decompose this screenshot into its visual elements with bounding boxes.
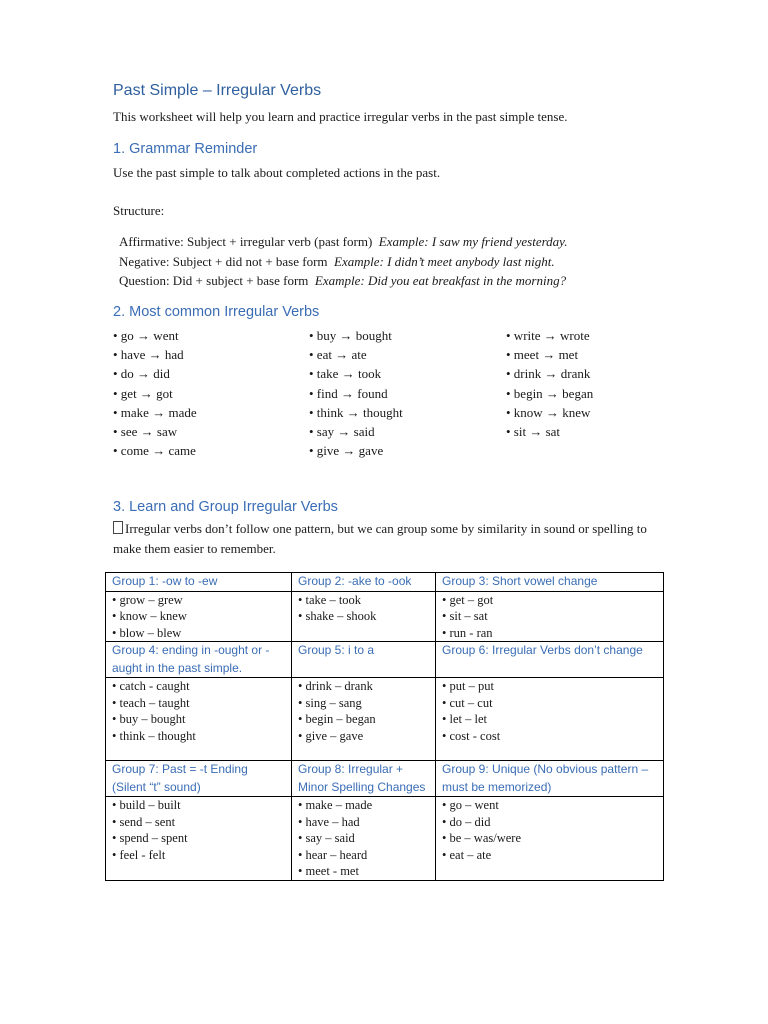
verb-column-2: [309, 326, 403, 460]
group-header-row: [106, 761, 664, 797]
verb-item: • think → thought: [309, 404, 403, 420]
group-3-title: Group 3: Short vowel change: [436, 573, 664, 592]
group-6-items: • put – put • cut – cut • let – let • cost - cost: [436, 678, 664, 761]
verb-groups-table: [105, 572, 664, 881]
group-8-items: • make – made • have – had • say – said • hear – heard • meet - met: [292, 797, 436, 881]
verb-item: • meet → met: [506, 347, 579, 363]
verb-item: • begin → began: [506, 385, 594, 401]
verb-column-3: [506, 326, 593, 441]
group-4-items: • catch - caught • teach – taught • buy – bought • think – thought: [106, 678, 292, 761]
verb-item: • sit → sat: [506, 424, 561, 440]
verb-item: • find → found: [309, 385, 388, 401]
structure-negative: Negative: Subject + did not + base form Example: I didn’t meet anybody last night.: [119, 253, 555, 269]
verb-item: • know → knew: [506, 404, 591, 420]
structure-label: Structure:: [113, 203, 165, 218]
group-1-title: Group 1: -ow to -ew: [106, 573, 292, 592]
group-7-items: • build – built • send – sent • spend – spent • feel - felt: [106, 797, 292, 881]
verb-item: • see → saw: [113, 424, 178, 440]
group-8-title: Group 8: Irregular + Minor Spelling Changes: [292, 761, 436, 797]
group-5-title: Group 5: i to a: [292, 642, 436, 678]
verb-column-1: [113, 326, 197, 460]
group-6-title: Group 6: Irregular Verbs don’t change: [436, 642, 664, 678]
page-title: Past Simple – Irregular Verbs: [113, 82, 322, 99]
group-4-title: Group 4: ending in -ought or - aught in the past simple.: [106, 642, 292, 678]
section-3-note: Irregular verbs don’t follow one pattern, but we can group some by similarity in sound or spelling to make them easier to remember.: [113, 521, 647, 556]
intro-text: This worksheet will help you learn and practice irregular verbs in the past simple tense.: [113, 109, 568, 124]
verb-item: • come → came: [113, 443, 196, 459]
group-3-items: • get – got • sit – sat • run - ran: [436, 591, 664, 642]
verb-item: • get → got: [113, 385, 173, 401]
verb-item: • give → gave: [309, 443, 384, 459]
verb-item: • take → took: [309, 366, 382, 382]
group-items-row: [106, 591, 664, 642]
section-1-heading: 1. Grammar Reminder: [113, 141, 258, 157]
verb-item: • write → wrote: [506, 328, 590, 343]
structure-question: Question: Did + subject + base form Example: Did you eat breakfast in the morning?: [119, 273, 567, 288]
group-header-row: [106, 573, 664, 592]
structure-affirmative: Affirmative: Subject + irregular verb (past form) Example: I saw my friend yesterday.: [119, 234, 568, 249]
example-affirmative: Example: I saw my friend yesterday.: [378, 234, 568, 249]
group-2-title: Group 2: -ake to -ook: [292, 573, 436, 592]
group-header-row: [106, 642, 664, 678]
structure-list: [119, 232, 568, 291]
example-question: Example: Did you eat breakfast in the morning?: [314, 273, 567, 288]
verb-item: • go → went: [113, 328, 179, 343]
group-items-row: [106, 678, 664, 761]
verb-item: • make → made: [113, 404, 197, 420]
group-9-items: • go – went • do – did • be – was/were • eat – ate: [436, 797, 664, 881]
group-7-title: Group 7: Past = -t Ending (Silent “t” sound): [106, 761, 292, 797]
group-1-items: • grow – grew • know – knew • blow – blew: [106, 591, 292, 642]
group-2-items: • take – took • shake – shook: [292, 591, 436, 642]
verb-item: • say → said: [309, 424, 375, 440]
group-5-items: • drink – drank • sing – sang • begin – began • give – gave: [292, 678, 436, 761]
placeholder-glyph-icon: [113, 521, 123, 534]
verb-item: • eat → ate: [309, 347, 367, 363]
group-items-row: [106, 797, 664, 881]
verb-item: • do → did: [113, 366, 170, 382]
verb-item: • buy → bought: [309, 328, 392, 343]
section-1-text: Use the past simple to talk about completed actions in the past.: [113, 165, 441, 180]
section-2-heading: 2. Most common Irregular Verbs: [113, 304, 320, 320]
verb-item: • have → had: [113, 347, 184, 363]
section-3-heading: 3. Learn and Group Irregular Verbs: [113, 499, 338, 515]
example-negative: Example: I didn’t meet anybody last night.: [334, 253, 555, 269]
group-9-title: Group 9: Unique (No obvious pattern – must be memorized): [436, 761, 664, 797]
verb-item: • drink → drank: [506, 366, 591, 382]
